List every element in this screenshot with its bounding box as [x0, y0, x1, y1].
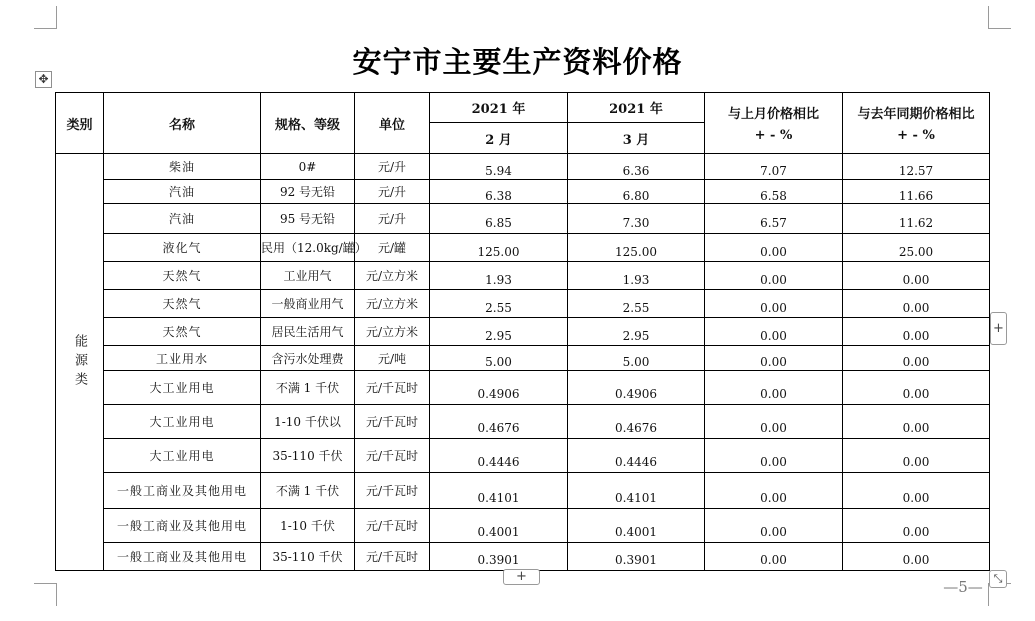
cell-yoy: 0.00 — [843, 318, 990, 346]
cell-spec: 含污水处理费 — [261, 346, 355, 371]
cell-feb: 125.00 — [430, 234, 568, 262]
cell-unit: 元/升 — [355, 204, 430, 234]
cell-feb: 6.38 — [430, 180, 568, 204]
table-row — [56, 371, 990, 405]
category-label: 能源类 — [72, 333, 87, 391]
cell-unit: 元/立方米 — [355, 318, 430, 346]
table-row — [56, 262, 990, 290]
cell-mom: 0.00 — [705, 405, 843, 439]
header-year-feb: 2021 年 — [430, 93, 568, 123]
cell-feb: 0.4446 — [430, 439, 568, 473]
cell-unit: 元/千瓦时 — [355, 439, 430, 473]
cell-unit: 元/千瓦时 — [355, 405, 430, 439]
category-cell — [56, 154, 104, 571]
header-unit: 单位 — [355, 93, 430, 154]
cell-name: 工业用水 — [104, 346, 261, 371]
add-row-button[interactable] — [503, 569, 540, 585]
cell-yoy: 0.00 — [843, 262, 990, 290]
cell-yoy: 0.00 — [843, 405, 990, 439]
cell-mom: 0.00 — [705, 346, 843, 371]
cell-mar: 6.80 — [568, 180, 705, 204]
cell-name: 一般工商业及其他用电 — [104, 509, 261, 543]
table-row — [56, 180, 990, 204]
cell-feb: 0.4676 — [430, 405, 568, 439]
document-title: 安宁市主要生产资料价格 — [352, 45, 683, 79]
crop-mark-top-right — [988, 6, 1011, 29]
cell-unit: 元/升 — [355, 180, 430, 204]
table-row — [56, 318, 990, 346]
cell-mar: 0.4001 — [568, 509, 705, 543]
cell-name: 大工业用电 — [104, 405, 261, 439]
cell-mar: 0.4676 — [568, 405, 705, 439]
table-resize-handle[interactable] — [989, 570, 1007, 588]
resize-icon: ⤡ — [993, 572, 1003, 585]
cell-feb: 0.4101 — [430, 473, 568, 509]
cell-spec: 35-110 千伏 — [261, 439, 355, 473]
cell-mar: 0.3901 — [568, 543, 705, 571]
cell-feb: 1.93 — [430, 262, 568, 290]
cell-yoy: 11.62 — [843, 204, 990, 234]
add-column-button[interactable] — [990, 312, 1007, 345]
cell-spec: 92 号无铅 — [261, 180, 355, 204]
cell-name: 天然气 — [104, 318, 261, 346]
cell-spec: 一般商业用气 — [261, 290, 355, 318]
cell-unit: 元/立方米 — [355, 290, 430, 318]
cell-name: 一般工商业及其他用电 — [104, 473, 261, 509]
table-move-handle[interactable] — [35, 71, 52, 88]
cell-unit: 元/吨 — [355, 346, 430, 371]
cell-unit: 元/罐 — [355, 234, 430, 262]
cell-spec: 不满 1 千伏 — [261, 371, 355, 405]
table-body — [56, 154, 990, 571]
cell-mom: 0.00 — [705, 262, 843, 290]
move-icon: ✥ — [38, 72, 49, 86]
header-year-mar: 2021 年 — [568, 93, 705, 123]
table-row — [56, 154, 990, 180]
table-row — [56, 405, 990, 439]
cell-yoy: 0.00 — [843, 290, 990, 318]
cell-name: 汽油 — [104, 180, 261, 204]
cell-yoy: 0.00 — [843, 543, 990, 571]
cell-name: 大工业用电 — [104, 371, 261, 405]
cell-feb: 0.4001 — [430, 509, 568, 543]
cell-spec: 不满 1 千伏 — [261, 473, 355, 509]
cell-mar: 0.4906 — [568, 371, 705, 405]
cell-name: 一般工商业及其他用电 — [104, 543, 261, 571]
cell-mom: 7.07 — [705, 154, 843, 180]
table-row — [56, 290, 990, 318]
cell-spec: 1-10 千伏以 — [261, 405, 355, 439]
cell-feb: 0.4906 — [430, 371, 568, 405]
cell-mom: 0.00 — [705, 290, 843, 318]
cell-name: 天然气 — [104, 262, 261, 290]
cell-mar: 2.95 — [568, 318, 705, 346]
header-name: 名称 — [104, 93, 261, 154]
table-row — [56, 204, 990, 234]
cell-feb: 0.3901 — [430, 543, 568, 571]
cell-feb: 5.94 — [430, 154, 568, 180]
cell-mar: 6.36 — [568, 154, 705, 180]
cell-mom: 0.00 — [705, 439, 843, 473]
header-yoy — [843, 93, 990, 154]
cell-name: 汽油 — [104, 204, 261, 234]
cell-mar: 7.30 — [568, 204, 705, 234]
cell-mom: 6.58 — [705, 180, 843, 204]
table-row — [56, 509, 990, 543]
cell-mar: 125.00 — [568, 234, 705, 262]
cell-mom: 0.00 — [705, 543, 843, 571]
cell-mom: 0.00 — [705, 234, 843, 262]
table-row — [56, 346, 990, 371]
header-mom-sub: + - % — [754, 128, 793, 143]
price-table — [55, 92, 990, 571]
cell-mom: 0.00 — [705, 371, 843, 405]
cell-yoy: 0.00 — [843, 371, 990, 405]
cell-yoy: 0.00 — [843, 473, 990, 509]
page-number: —5— — [943, 578, 983, 596]
cell-unit: 元/千瓦时 — [355, 543, 430, 571]
cell-spec: 95 号无铅 — [261, 204, 355, 234]
table-row — [56, 543, 990, 571]
cell-feb: 2.55 — [430, 290, 568, 318]
cell-name: 柴油 — [104, 154, 261, 180]
plus-icon: + — [516, 569, 527, 584]
table-row — [56, 439, 990, 473]
crop-mark-bottom-left — [34, 583, 57, 606]
cell-mar: 5.00 — [568, 346, 705, 371]
header-yoy-title: 与去年同期价格相比 — [857, 107, 975, 122]
cell-yoy: 11.66 — [843, 180, 990, 204]
cell-yoy: 0.00 — [843, 439, 990, 473]
header-row-1 — [56, 93, 990, 123]
cell-mom: 6.57 — [705, 204, 843, 234]
cell-unit: 元/千瓦时 — [355, 473, 430, 509]
cell-feb: 6.85 — [430, 204, 568, 234]
cell-unit: 元/千瓦时 — [355, 371, 430, 405]
cell-spec: 0# — [261, 154, 355, 180]
cell-mom: 0.00 — [705, 318, 843, 346]
header-mom — [705, 93, 843, 154]
table-row — [56, 234, 990, 262]
cell-spec: 35-110 千伏 — [261, 543, 355, 571]
header-month-feb: 2 月 — [430, 123, 568, 154]
cell-yoy: 0.00 — [843, 509, 990, 543]
cell-mar: 2.55 — [568, 290, 705, 318]
cell-feb: 5.00 — [430, 346, 568, 371]
header-spec: 规格、等级 — [261, 93, 355, 154]
table-row — [56, 473, 990, 509]
cell-mar: 0.4446 — [568, 439, 705, 473]
cell-spec: 居民生活用气 — [261, 318, 355, 346]
cell-unit: 元/千瓦时 — [355, 509, 430, 543]
cell-name: 天然气 — [104, 290, 261, 318]
cell-feb: 2.95 — [430, 318, 568, 346]
cell-yoy: 25.00 — [843, 234, 990, 262]
cell-name: 大工业用电 — [104, 439, 261, 473]
cell-spec: 民用（12.0kg/罐） — [261, 234, 355, 262]
plus-icon: + — [993, 321, 1004, 336]
header-category: 类别 — [56, 93, 104, 154]
cell-spec: 1-10 千伏 — [261, 509, 355, 543]
cell-name: 液化气 — [104, 234, 261, 262]
header-month-mar: 3 月 — [568, 123, 705, 154]
cell-mom: 0.00 — [705, 509, 843, 543]
cell-unit: 元/立方米 — [355, 262, 430, 290]
header-yoy-sub: + - % — [897, 128, 935, 143]
cell-unit: 元/升 — [355, 154, 430, 180]
cell-mar: 1.93 — [568, 262, 705, 290]
cell-spec: 工业用气 — [261, 262, 355, 290]
crop-mark-top-left — [34, 6, 57, 29]
cell-mar: 0.4101 — [568, 473, 705, 509]
cell-mom: 0.00 — [705, 473, 843, 509]
cell-yoy: 0.00 — [843, 346, 990, 371]
cell-yoy: 12.57 — [843, 154, 990, 180]
header-mom-title: 与上月价格相比 — [727, 107, 819, 122]
